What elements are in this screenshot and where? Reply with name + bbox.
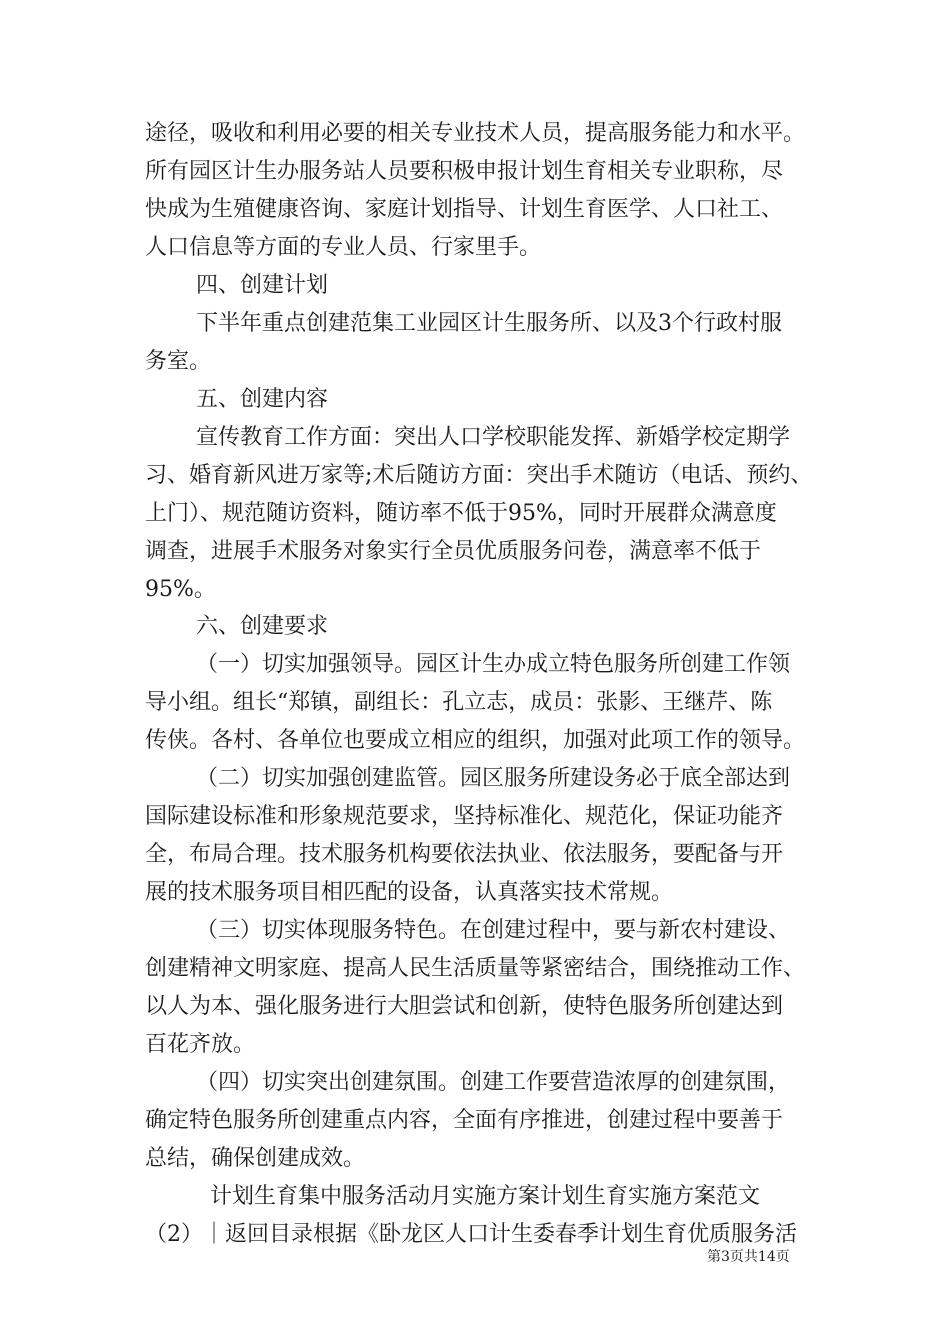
body-line: 95%。 (145, 577, 216, 602)
body-line: 宣传教育工作方面：突出人口学校职能发挥、新婚学校定期学 (196, 425, 791, 450)
body-line: 总结，确保创建成效。 (145, 1146, 366, 1171)
body-line: 人口信息等方面的专业人员、行家里手。 (145, 235, 542, 260)
section-heading: 六、创建要求 (196, 614, 329, 639)
body-line: 国际建设标准和形象规范要求，坚持标准化、规范化，保证功能齐 (145, 804, 784, 829)
body-line: 调查，进展手术服务对象实行全员优质服务问卷，满意率不低于 (145, 539, 762, 564)
body-line: 全，布局合理。技术服务机构要依法执业、依法服务，要配备与开 (145, 842, 784, 867)
body-line: 途径，吸收和利用必要的相关专业技术人员，提高服务能力和水平。 (145, 121, 806, 146)
body-line: 所有园区计生办服务站人员要积极申报计划生育相关专业职称，尽 (145, 159, 784, 184)
body-line: （三）切实体现服务特色。在创建过程中，要与新农村建设、 (196, 918, 791, 943)
body-line: 传侠。各村、各单位也要成立相应的组织，加强对此项工作的领导。 (145, 728, 806, 753)
body-line: 展的技术服务项目相匹配的设备，认真落实技术常规。 (145, 880, 674, 905)
body-line: 计划生育集中服务活动月实施方案计划生育实施方案范文 (210, 1184, 761, 1209)
section-heading: 四、创建计划 (196, 273, 329, 298)
body-line: 上门）、规范随访资料，随访率不低于95%，同时开展群众满意度 (145, 501, 777, 526)
body-line: 务室。 (145, 349, 212, 374)
body-line: （2）｜返回目录根据《卧龙区人口计生委春季计划生育优质服务活 (145, 1222, 797, 1247)
body-line: 导小组。组长“郑镇，副组长：孔立志，成员：张影、王继芹、陈 (145, 690, 773, 715)
body-line: 确定特色服务所创建重点内容，全面有序推进，创建过程中要善于 (145, 1108, 784, 1133)
body-line: （一）切实加强领导。园区计生办成立特色服务所创建工作领 (196, 652, 791, 677)
body-line: 以人为本、强化服务进行大胆尝试和创新，使特色服务所创建达到 (145, 994, 784, 1019)
body-line: 快成为生殖健康咨询、家庭计划指导、计划生育医学、人口社工、 (145, 197, 784, 222)
body-line: （二）切实加强创建监管。园区服务所建设务必于底全部达到 (196, 766, 791, 791)
body-line: 百花齐放。 (145, 1032, 256, 1057)
page-number: 第3页共14页 (707, 1249, 790, 1265)
body-line: 下半年重点创建范集工业园区计生服务所、以及3个行政村服 (196, 311, 782, 336)
body-line: 习、婚育新风进万家等;术后随访方面：突出手术随访（电话、预约、 (145, 463, 813, 488)
body-line: （四）切实突出创建氛围。创建工作要营造浓厚的创建氛围， (196, 1070, 791, 1095)
section-heading: 五、创建内容 (196, 387, 329, 412)
body-line: 创建精神文明家庭、提高人民生活质量等紧密结合，围绕推动工作、 (145, 956, 806, 981)
